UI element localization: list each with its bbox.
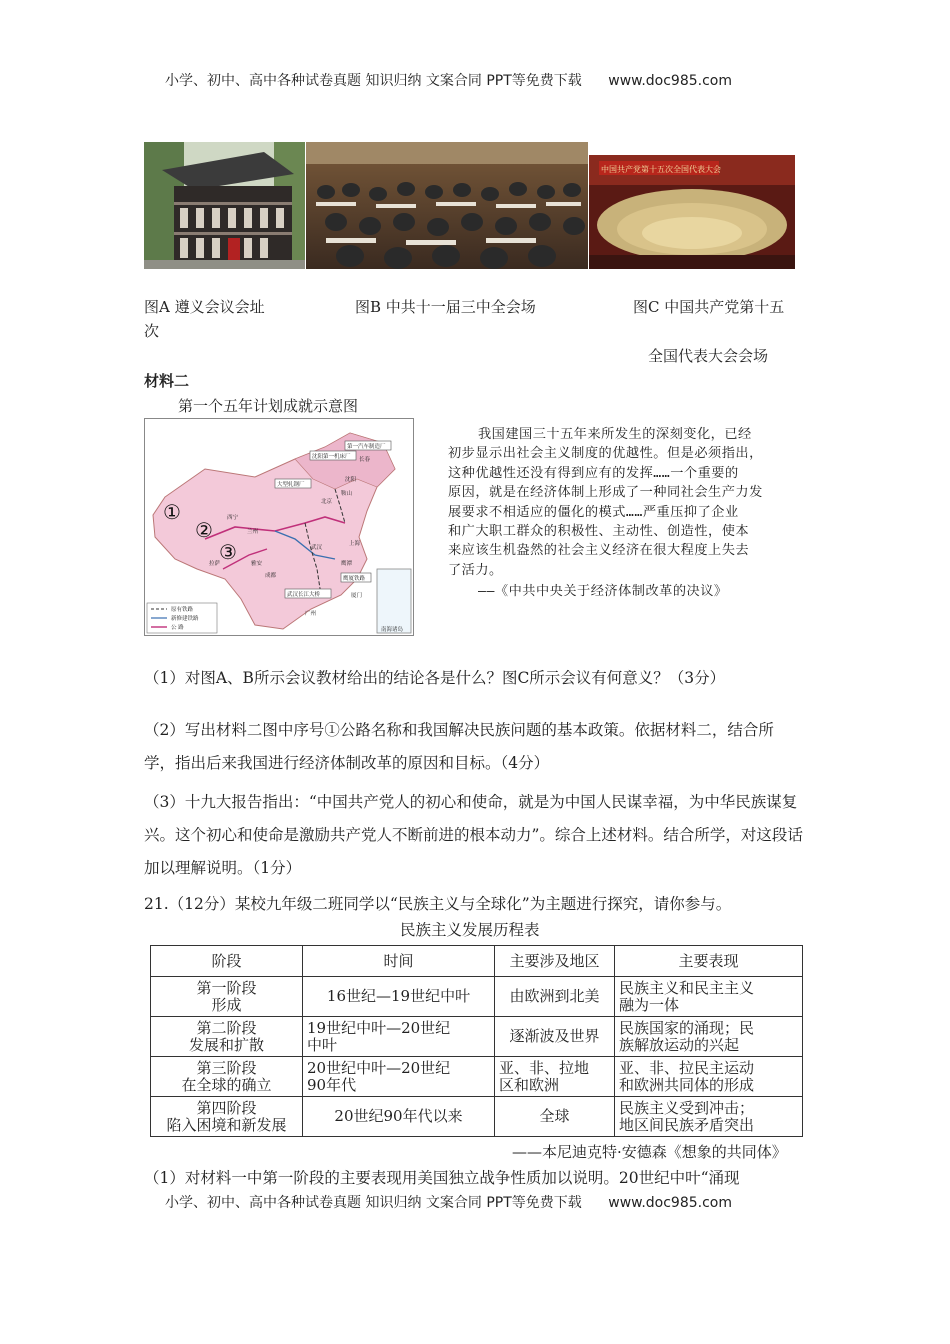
photo-b-plenary-session bbox=[306, 142, 588, 269]
stage-cell: 形成 bbox=[211, 995, 242, 1014]
quote-line: 原因，就是在经济体制上形成了一种同社会生产力发 bbox=[448, 485, 763, 501]
caption-c-line2: 全国代表大会会场 bbox=[648, 347, 769, 365]
map-label: 武汉 bbox=[311, 545, 323, 551]
quote-source: ——《中共中央关于经济体制改革的决议》 bbox=[478, 584, 728, 600]
table-row bbox=[151, 1097, 803, 1137]
map-label: 上海 bbox=[349, 541, 361, 547]
quote-line: 初步显示出社会主义制度的优越性。但是必须指出， bbox=[448, 446, 763, 462]
header-banner bbox=[165, 70, 732, 90]
region-cell: 由欧洲到北美 bbox=[495, 977, 615, 1017]
time-cell: 中叶 bbox=[307, 1035, 338, 1054]
perf-cell: 族解放运动的兴起 bbox=[619, 1035, 740, 1054]
map-label: 北京 bbox=[321, 499, 333, 505]
question-3: （3）十九大报告指出：“中国共产党人的初心和使命，就是为中国人民谋幸福，为中华民族谋复兴。这个初心和使命是激励共产党人不断前进的根本动力”。综合上述材料。结合所学，对这段话加以理解说明。（1分） bbox=[144, 793, 803, 877]
map-label: 拉萨 bbox=[209, 561, 221, 567]
time-cell: 19世纪中叶—20世纪 bbox=[307, 1018, 451, 1037]
congress-banner-text: 中国共产党第十五次全国代表大会 bbox=[601, 165, 721, 174]
quote-line: 这种优越性还没有得到应有的发挥……一个重要的 bbox=[448, 465, 739, 481]
region-cell: 亚、非、拉地 bbox=[499, 1058, 590, 1077]
time-cell: 20世纪90年代以来 bbox=[303, 1097, 495, 1137]
time-cell: 20世纪中叶—20世纪 bbox=[307, 1058, 451, 1077]
caption-a: 图A 遵义会议会址 bbox=[144, 298, 265, 316]
map-label: 沈阳 bbox=[345, 477, 357, 483]
map-label: 广州 bbox=[305, 611, 317, 617]
legend-label: 公 路 bbox=[171, 625, 184, 631]
caption-b: 图B 中共十一届三中全会场 bbox=[355, 298, 536, 316]
header-url[interactable]: www.doc985.com bbox=[608, 73, 732, 89]
map-marker-3: ③ bbox=[219, 540, 237, 564]
stage-cell: 第四阶段 bbox=[196, 1098, 257, 1117]
table-header: 时间 bbox=[303, 946, 495, 977]
perf-cell: 地区间民族矛盾突出 bbox=[619, 1115, 755, 1134]
perf-cell: 民族主义和民主主义 bbox=[619, 978, 755, 997]
map-label: 鹰潭 bbox=[341, 561, 353, 567]
table-title: 民族主义发展历程表 bbox=[400, 921, 540, 939]
region-cell: 逐渐波及世界 bbox=[495, 1017, 615, 1057]
map-label: 兰州 bbox=[247, 529, 259, 535]
map-label: 鹰厦铁路 bbox=[343, 576, 366, 582]
table-header: 主要涉及地区 bbox=[495, 946, 615, 977]
quote-line: 和广大职工群众的积极性、主动性、创造性，使本 bbox=[448, 524, 750, 540]
map-label: 第一汽车制造厂 bbox=[347, 444, 386, 450]
china-map-image bbox=[145, 419, 413, 635]
photo-c-15th-congress bbox=[589, 155, 795, 269]
meeting-hall-image bbox=[306, 142, 588, 269]
map-marker-2: ② bbox=[195, 518, 213, 542]
legend-label: 新修建铁路 bbox=[171, 616, 199, 622]
map-label: 成都 bbox=[265, 573, 277, 579]
time-cell: 16世纪—19世纪中叶 bbox=[303, 977, 495, 1017]
map-label: 南海诸岛 bbox=[381, 627, 404, 633]
header-text: 小学、初中、高中各种试卷真题 知识归纳 文案合同 PPT等免费下载 bbox=[165, 73, 582, 89]
stage-cell: 第二阶段 bbox=[196, 1018, 257, 1037]
quote-line: 来应该生机盎然的社会主义经济在很大程度上失去 bbox=[448, 543, 750, 559]
material-heading: 材料二 bbox=[144, 372, 190, 390]
map-label: 雅安 bbox=[251, 561, 263, 567]
stage-cell: 第三阶段 bbox=[196, 1058, 257, 1077]
region-cell: 区和欧洲 bbox=[499, 1075, 560, 1094]
table-header: 阶段 bbox=[151, 946, 303, 977]
time-cell: 90年代 bbox=[307, 1075, 357, 1094]
footer-banner bbox=[165, 1192, 732, 1212]
caption-c-line1: 图C 中国共产党第十五 bbox=[633, 298, 785, 316]
stage-cell: 发展和扩散 bbox=[188, 1035, 264, 1054]
perf-cell: 亚、非、拉民主运动 bbox=[619, 1058, 755, 1077]
map-marker-1: ① bbox=[163, 500, 181, 524]
zunyi-building-image bbox=[144, 142, 305, 269]
table-row bbox=[151, 1057, 803, 1097]
question-1: （1）对图A、B所示会议教材给出的结论各是什么？图C所示会议有何意义？（3分） bbox=[144, 669, 726, 687]
table-row bbox=[151, 1017, 803, 1057]
region-cell: 全球 bbox=[495, 1097, 615, 1137]
caption-c-wrap: 次 bbox=[144, 322, 160, 340]
perf-cell: 民族主义受到冲击； bbox=[619, 1098, 755, 1117]
great-hall-image bbox=[589, 155, 795, 269]
map-label: 厦门 bbox=[351, 593, 363, 599]
q21-intro: 21.（12分）某校九年级二班同学以“民族主义与全球化”为主题进行探究，请你参与。 bbox=[144, 895, 732, 913]
map-label: 西宁 bbox=[227, 515, 239, 521]
question-2: （2）写出材料二图中序号①公路名称和我国解决民族问题的基本政策。依据材料二，结合所学，指出后来我国进行经济体制改革的原因和目标。（4分） bbox=[144, 721, 774, 772]
quote-line: 了活力。 bbox=[448, 562, 503, 578]
quote-block bbox=[448, 425, 828, 602]
map-title: 第一个五年计划成就示意图 bbox=[178, 397, 359, 415]
photo-a-zunyi-site bbox=[144, 142, 305, 269]
perf-cell: 和欧洲共同体的形成 bbox=[619, 1075, 755, 1094]
nationalism-table bbox=[150, 945, 803, 1137]
table-row bbox=[151, 977, 803, 1017]
perf-cell: 民族国家的涌现；民 bbox=[619, 1018, 755, 1037]
map-label: 鞍山 bbox=[341, 491, 353, 497]
perf-cell: 融为一体 bbox=[619, 995, 680, 1014]
legend-label: 原有铁路 bbox=[171, 607, 194, 613]
stage-cell: 在全球的确立 bbox=[181, 1075, 272, 1094]
q21-sub1: （1）对材料一中第一阶段的主要表现用美国独立战争性质加以说明。20世纪中叶“涌现 bbox=[144, 1169, 740, 1187]
footer-text: 小学、初中、高中各种试卷真题 知识归纳 文案合同 PPT等免费下载 bbox=[165, 1195, 582, 1211]
table-header: 主要表现 bbox=[615, 946, 803, 977]
footer-url[interactable]: www.doc985.com bbox=[608, 1195, 732, 1211]
quote-line: 我国建国三十五年来所发生的深刻变化，已经 bbox=[478, 427, 752, 442]
map-label: 沈阳第一机床厂 bbox=[312, 454, 351, 460]
map-label: 长春 bbox=[359, 457, 371, 463]
stage-cell: 第一阶段 bbox=[196, 978, 257, 997]
stage-cell: 陷入困境和新发展 bbox=[166, 1115, 287, 1134]
table-source: ——本尼迪克特·安德森《想象的共同体》 bbox=[512, 1143, 787, 1161]
quote-line: 展要求不相适应的僵化的模式……严重压抑了企业 bbox=[448, 504, 739, 520]
map-label: 武汉长江大桥 bbox=[287, 592, 321, 598]
five-year-plan-map bbox=[144, 418, 414, 636]
map-label: 大型轧钢厂 bbox=[277, 482, 305, 488]
